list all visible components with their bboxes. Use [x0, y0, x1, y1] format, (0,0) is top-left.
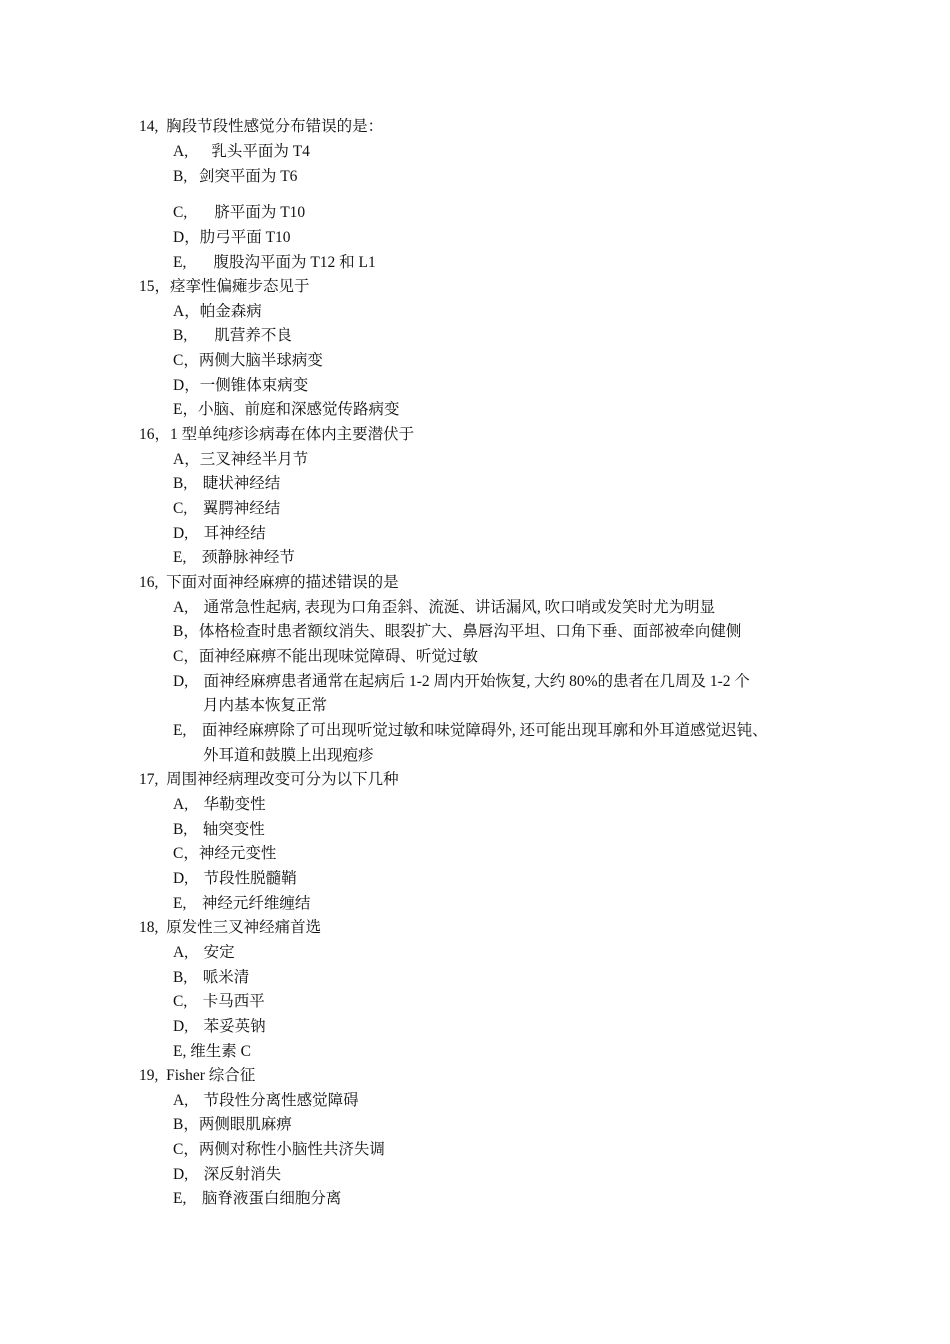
option-e: E, 面神经麻痹除了可出现听觉过敏和味觉障碍外, 还可能出现耳廓和外耳道感觉迟钝、: [173, 722, 768, 739]
option-c: C，神经元变性: [173, 845, 277, 862]
question-18-stem: 18, 原发性三叉神经痛首选: [139, 919, 322, 936]
option-c: C，两侧大脑半球病变: [173, 352, 323, 369]
option-d: D, 苯妥英钠: [173, 1018, 266, 1035]
option-e: E, 颈静脉神经节: [173, 549, 295, 566]
option-b: B，体格检查时患者额纹消失、眼裂扩大、鼻唇沟平坦、口角下垂、面部被牵向健侧: [173, 623, 742, 640]
option-a: A, 乳头平面为 T4: [173, 143, 310, 160]
option-d: D, 节段性脱髓鞘: [173, 870, 297, 887]
option-e: E, 脑脊液蛋白细胞分离: [173, 1190, 342, 1207]
option-c: C，两侧对称性小脑性共济失调: [173, 1141, 385, 1158]
option-a: A, 华勒变性: [173, 796, 266, 813]
question-15-stem: 15，痉挛性偏瘫步态见于: [139, 278, 310, 295]
option-d: D，肋弓平面 T10: [173, 229, 291, 246]
option-e: E, 神经元纤维缠结: [173, 895, 311, 912]
option-b: B, 睫状神经结: [173, 475, 281, 492]
option-c: C，面神经麻痹不能出现味觉障碍、听觉过敏: [173, 648, 478, 665]
question-16b-stem: 16, 下面对面神经麻痹的描述错误的是: [139, 574, 399, 591]
option-d: D, 耳神经结: [173, 525, 266, 542]
option-e: E，小脑、前庭和深感觉传路病变: [173, 401, 400, 418]
option-d-continuation: 月内基本恢复正常: [203, 697, 328, 714]
question-14-stem: 14, 胸段节段性感觉分布错误的是：: [139, 118, 384, 135]
question-16-stem: 16，1 型单纯疹诊病毒在体内主要潜伏于: [139, 426, 415, 443]
option-b: B, 哌米清: [173, 969, 250, 986]
option-d: D，一侧锥体束病变: [173, 377, 309, 394]
option-b: B, 轴突变性: [173, 821, 265, 838]
option-c: C, 脐平面为 T10: [173, 204, 306, 221]
option-a: A，帕金森病: [173, 303, 262, 320]
option-e: E, 腹股沟平面为 T12 和 L1: [173, 254, 376, 271]
option-e: E, 维生素 C: [173, 1043, 251, 1060]
option-c: C, 卡马西平: [173, 993, 265, 1010]
option-b: B, 肌营养不良: [173, 327, 292, 344]
option-a: A，三叉神经半月节: [173, 451, 309, 468]
question-19-stem: 19, Fisher 综合征: [139, 1067, 256, 1084]
option-b: B, 剑突平面为 T6: [173, 168, 298, 185]
option-a: A, 通常急性起病, 表现为口角歪斜、流涎、讲话漏风, 吹口哨或发笑时尤为明显: [173, 599, 716, 616]
option-e-continuation: 外耳道和鼓膜上出现疱疹: [203, 747, 374, 764]
option-b: B，两侧眼肌麻痹: [173, 1116, 292, 1133]
option-d: D, 深反射消失: [173, 1166, 282, 1183]
option-c: C, 翼腭神经结: [173, 500, 281, 517]
option-a: A, 节段性分离性感觉障碍: [173, 1092, 359, 1109]
option-d: D, 面神经麻痹患者通常在起病后 1-2 周内开始恢复, 大约 80%的患者在几周及 1-2 个: [173, 673, 750, 690]
option-a: A, 安定: [173, 944, 235, 961]
question-17-stem: 17, 周围神经病理改变可分为以下几种: [139, 771, 399, 788]
